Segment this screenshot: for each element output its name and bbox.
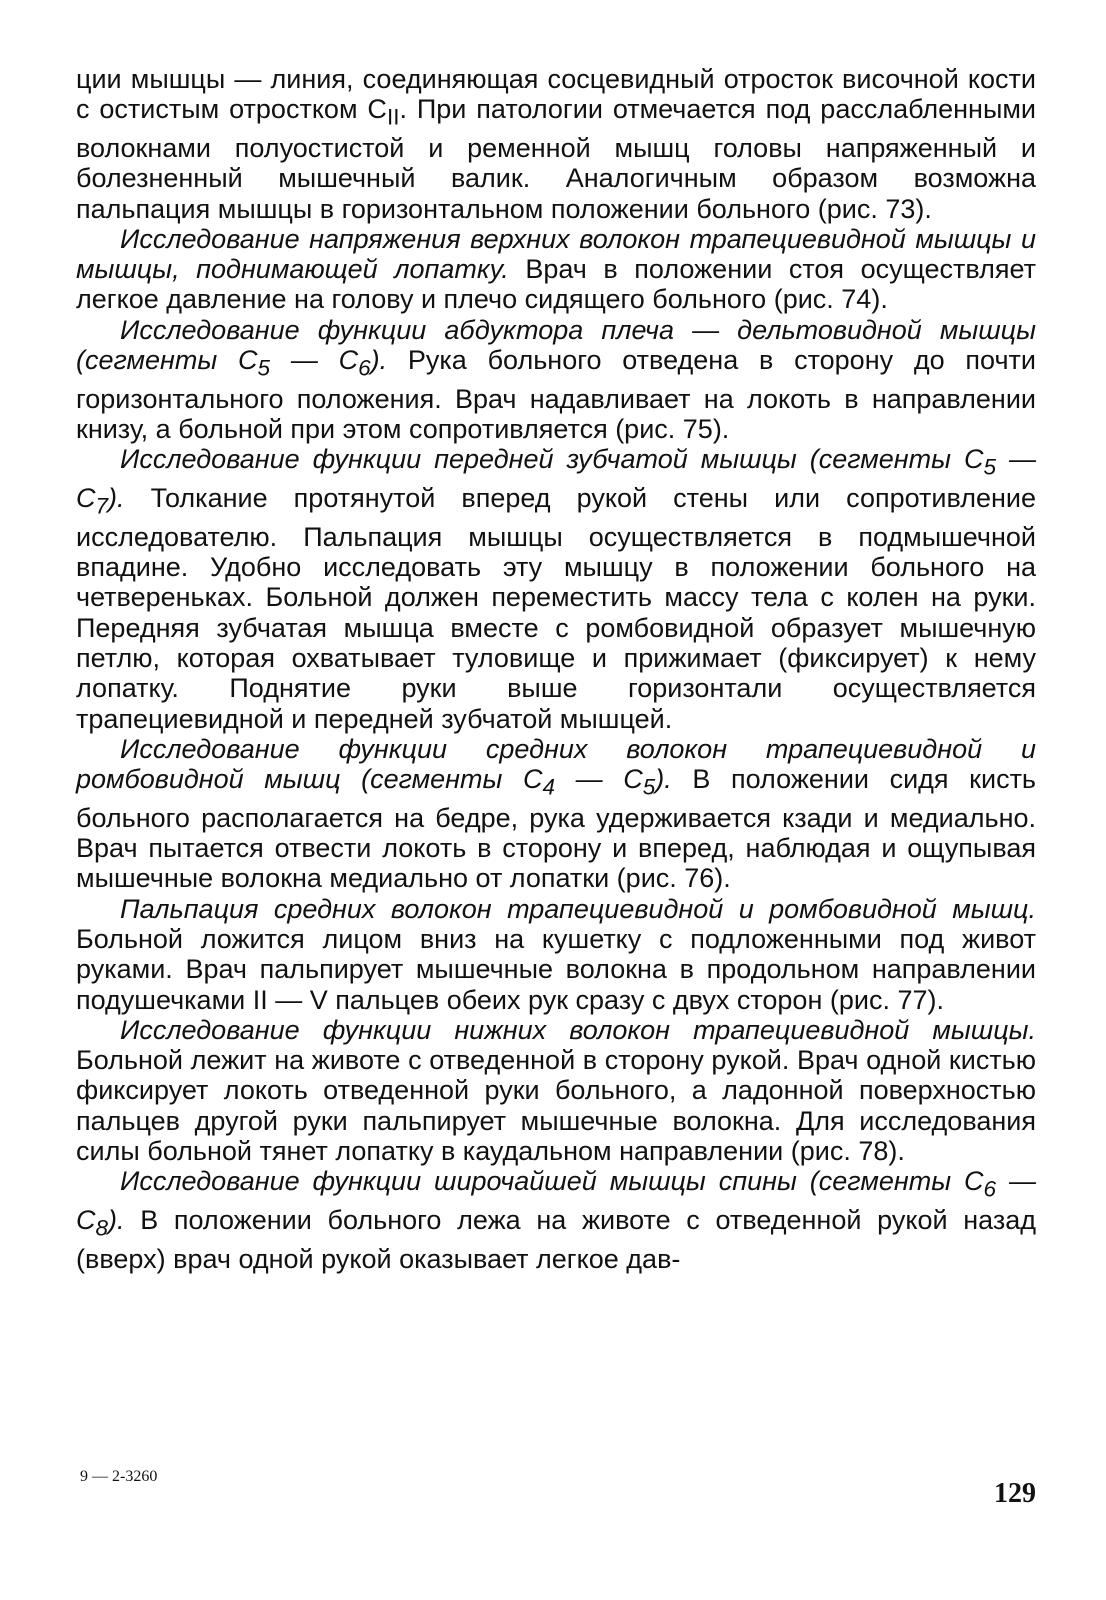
page-number: 129 — [994, 1478, 1036, 1509]
paragraph-text: В положении сидя кисть больного располагается на бедре, рука удерживается кзади и медиально. Врач пытается отвести локоть в сторону и вперед, наблюдая и ощупывая мышечные волокна медиально от лопатки (рис. 76). — [76, 764, 1036, 894]
subscript: 8 — [95, 1215, 109, 1241]
printer-signature: 9 — 2-3260 — [80, 1468, 158, 1485]
subscript: 5 — [983, 454, 997, 480]
subscript: II — [386, 104, 400, 130]
subscript: 7 — [95, 493, 109, 519]
heading-part: — C — [555, 764, 643, 795]
paragraph-palpation — [76, 894, 1036, 1015]
heading-part: Исследование функции передней зубчатой мышцы (сегменты C — [120, 444, 984, 475]
paragraph-rhomboid — [76, 734, 1036, 894]
heading-part: — C — [270, 345, 359, 376]
paragraph-serratus — [76, 444, 1036, 733]
heading-part: Исследование функции средних волокон трапециевидной и ромбовидной мышц (сегменты C — [76, 733, 1036, 795]
heading-part: ). — [655, 764, 672, 795]
section-heading: Исследование напряжения верхних волокон трапециевидной мышцы и мышцы, поднимающей лопатку. — [76, 223, 1036, 285]
paragraph-deltoid — [76, 315, 1036, 445]
heading-part: Исследование функции широчайшей мышцы спины (сегменты C — [120, 1166, 984, 1197]
paragraph-text: Рука больного отведена в сторону до почти горизонтального положения. Врач надавливает на локоть в направлении книзу, а больной при этом сопротивляется (рис. 75). — [76, 345, 1036, 445]
heading-part: ). — [108, 483, 125, 514]
heading-part: ). — [108, 1205, 125, 1236]
paragraph-text: Больной лежит на животе с отведенной в сторону рукой. Врач одной кистью фиксирует локоть отведенной руки больного, а ладонной поверхностью пальцев другой руки пальпирует мышечные волокна. Для исследования силы больной тянет лопатку в каудальном направлении (рис. 78). — [76, 1045, 1036, 1167]
heading-part: ). — [370, 345, 388, 376]
paragraph-text: . При патологии отмечается под расслабленными волокнами полуостистой и ременной мышц головы напряженный и болезненный мышечный валик. Аналогичным образом возможна пальпация мышцы в горизонтальном положении больного (рис. 73). — [76, 94, 1037, 224]
paragraph-text: В положении больного лежа на животе с отведенной рукой назад (вверх) врач одной рукой оказывает легкое дав- — [76, 1205, 1036, 1274]
paragraph-latissimus — [76, 1166, 1036, 1274]
subscript: 6 — [358, 355, 371, 381]
paragraph-text: ции мышцы — линия, соединяющая сосцевидный отросток височной кости с остистым отростком C — [76, 64, 1036, 125]
paragraph-text: Толкание протянутой вперед рукой стены или сопротивление исследователю. Пальпация мышцы осуществляется в подмышечной впадине. Удобно исследовать эту мышцу в положении больного на четвереньках. Больной должен переместить массу тела с колен на руки. Передняя зубчатая мышца вместе с ромбовидной образует мышечную петлю, которая охватывает туловище и прижимает (фиксирует) к нему лопатку. Поднятие руки выше горизонтали осуществляется трапециевидной и передней зубчатой мышцей. — [76, 483, 1036, 734]
page-body — [76, 64, 1036, 1274]
paragraph-continued — [76, 64, 1036, 224]
section-heading: Пальпация средних волокон трапециевидной и ромбовидной мышц. — [120, 893, 1036, 924]
subscript: 6 — [983, 1176, 997, 1202]
paragraph-trapezius-lower — [76, 1015, 1036, 1166]
heading-part: — C — [76, 444, 1036, 514]
subscript: 5 — [642, 774, 656, 800]
heading-part: Исследование функции абдуктора плеча — дельтовидной мышцы (сегменты C — [76, 314, 1036, 376]
section-heading: Исследование функции нижних волокон трапециевидной мышцы. — [120, 1014, 1036, 1045]
paragraph-text: Больной ложится лицом вниз на кушетку с подложенными под живот руками. Врач пальпирует мышечные волокна в продольном направлении подушечками II — V пальцев обеих рук сразу с двух сторон (рис. 77). — [76, 923, 1036, 1015]
subscript: 4 — [542, 774, 556, 800]
heading-part: — C — [76, 1166, 1036, 1236]
paragraph-text: Врач в положении стоя осуществляет легкое давление на голову и плечо сидящего больного (рис. 74). — [76, 254, 1036, 315]
paragraph-trapezius-upper — [76, 224, 1036, 315]
subscript: 5 — [257, 355, 271, 381]
